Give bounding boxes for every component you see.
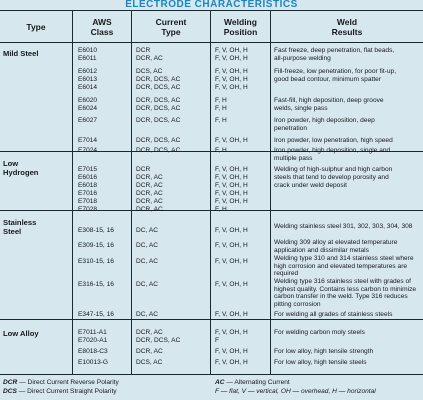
current-type: DCR, AC <box>136 206 163 213</box>
aws-class: E347-15, 16 <box>78 311 114 318</box>
header-aws-class <box>73 11 131 42</box>
weld-result: Fill-freeze, low penetration, for poor fit-up, <box>274 68 397 75</box>
weld-result: Iron powder, low penetration, high speed <box>274 137 393 144</box>
welding-position: F <box>215 337 220 344</box>
aws-class: E6011 <box>78 55 97 62</box>
header-results-label: Results <box>331 26 363 37</box>
aws-class: E10013-G <box>78 359 109 366</box>
welding-position: F, V, OH, H <box>215 166 248 173</box>
legend-ac <box>215 378 290 387</box>
welding-position: F, H <box>215 97 227 104</box>
welding-position: F, V, OH, H <box>215 47 248 54</box>
current-type: DCR, AC <box>136 329 163 336</box>
header-position-label: Position <box>223 26 258 37</box>
welding-position: F, V, OH, H <box>215 258 248 265</box>
chart-title: ELECTRODE CHARACTERISTICS <box>125 0 298 10</box>
header-class-label: Class <box>90 26 114 37</box>
welding-position: F, V, OH, H <box>215 348 248 355</box>
current-type: DCR <box>136 47 151 54</box>
welding-position: F, V, OH, H <box>215 137 248 144</box>
weld-result: For welding all grades of stainless steels <box>274 311 393 318</box>
aws-class: E6018 <box>78 182 98 189</box>
weld-result: Iron powder, high deposition, single and <box>274 147 391 154</box>
weld-result: For low alloy, high tensile steels <box>274 359 367 366</box>
welding-position: F, V, OH, H <box>215 55 248 62</box>
group-type-label: Mild Steel <box>3 49 39 58</box>
current-type: DCR, DCS, AC <box>136 84 181 91</box>
welding-position: F, V, OH, H <box>215 227 248 234</box>
welding-position: F, V, OH, H <box>215 84 248 91</box>
aws-class: E7028 <box>78 206 98 213</box>
table-bottom-border <box>0 374 423 375</box>
weld-result: welds, single pass <box>274 105 328 112</box>
current-type: DC, AC <box>136 258 158 265</box>
aws-class: E6012 <box>78 68 98 75</box>
aws-class: E7024 <box>78 147 98 154</box>
current-type: DC, AC <box>136 281 158 288</box>
aws-class: E310-15, 16 <box>78 258 114 265</box>
weld-result: multiple pass <box>274 155 313 162</box>
group-type-label: Hydrogen <box>3 168 39 177</box>
current-type: DCR, DCS, AC <box>136 105 181 112</box>
current-type: DCR <box>136 166 151 173</box>
legend-positions: F — flat, V — vertical, OH — overhead, H — horizontal <box>215 388 376 395</box>
current-type: DCR, AC <box>136 198 163 205</box>
group-type-label: Low <box>3 159 19 168</box>
weld-result: Fast freeze, deep penetration, flat beads, <box>274 47 395 54</box>
current-type: DC, AC <box>136 311 158 318</box>
welding-position: F, H <box>215 117 227 124</box>
current-type: DCR, DCS, AC <box>136 117 181 124</box>
header-type-label: Type <box>26 21 46 32</box>
weld-result: For welding carbon moly steels <box>274 329 365 336</box>
legend-dcr-abbr: DCR <box>3 379 18 386</box>
weld-result: Fast-fill, high deposition, deep groove <box>274 97 384 104</box>
weld-result: steels that tend to develop porosity and <box>274 174 389 181</box>
weld-result: crack under weld deposit <box>274 182 347 189</box>
welding-position: F, V, OH, H <box>215 359 248 366</box>
header-type <box>0 11 72 42</box>
aws-class: E7014 <box>78 137 98 144</box>
header-weld-label: Weld <box>336 16 358 27</box>
legend-ac-text: — Alternating Current <box>224 379 290 386</box>
welding-position: F, V, OH, H <box>215 311 248 318</box>
current-type: DCR, DCS, AC <box>136 137 181 144</box>
header-current-type-label: Type <box>161 26 181 37</box>
aws-class: E7020-A1 <box>78 337 108 344</box>
header-current-label: Current <box>155 16 187 27</box>
weld-result: Welding type 310 and 314 stainless steel where high corrosion and elevated temperatures are required <box>274 255 414 278</box>
welding-position: F, V, OH, H <box>215 76 248 83</box>
aws-class: E316-15, 16 <box>78 281 114 288</box>
weld-result: Welding of high-sulphur and high carbon <box>274 166 393 173</box>
aws-class: E308-15, 16 <box>78 227 114 234</box>
legend-dcr <box>3 378 119 387</box>
current-type: DCS, AC <box>136 359 163 366</box>
welding-position: F, V, OH, H <box>215 281 248 288</box>
weld-result: Welding stainless steel 301, 302, 303, 304, 308 <box>274 223 413 230</box>
aws-class: E6010 <box>78 47 98 54</box>
weld-result: Welding type 316 stainless steel with grades of highest quality. Contains less carbon to minimize carbon transfer in the weld. Type 316 reduces pitting corrosion <box>274 278 417 308</box>
weld-result: penetration <box>274 125 307 132</box>
welding-position: F, H <box>215 206 227 213</box>
current-type: DCR, DCS, AC <box>136 76 181 83</box>
weld-result: Iron powder, high deposition, deep <box>274 117 375 124</box>
current-type: DCR, DCS, AC <box>136 97 181 104</box>
legend-dcs <box>3 387 117 396</box>
welding-position: F, V, OH, H <box>215 329 248 336</box>
header-aws-label: AWS <box>92 16 112 27</box>
current-type: DC, AC <box>136 242 158 249</box>
group-type-label: Stainless <box>3 218 37 227</box>
header-welding-position <box>211 11 270 42</box>
welding-position: F, H <box>215 147 227 154</box>
header-weld-results <box>271 11 423 42</box>
current-type: DCS, AC <box>136 68 163 75</box>
welding-position: F, V, OH, H <box>215 174 248 181</box>
aws-class: E309-15, 16 <box>78 242 114 249</box>
table-header <box>0 10 423 43</box>
aws-class: E8018-C3 <box>78 348 108 355</box>
header-welding-label: Welding <box>224 16 257 27</box>
current-type: DCR, AC <box>136 190 163 197</box>
weld-result: good bead contour, minimum spatter <box>274 76 382 83</box>
current-type: DCR, AC <box>136 348 163 355</box>
aws-class: E7018 <box>78 198 98 205</box>
weld-result: Welding 309 alloy at elevated temperature application and dissimilar metals <box>274 239 398 254</box>
aws-class: E6013 <box>78 76 98 83</box>
welding-position: F, V, OH, H <box>215 198 248 205</box>
aws-class: E7011-A1 <box>78 329 107 336</box>
legend-dcs-abbr: DCS <box>3 388 17 395</box>
welding-position: F, V, OH, H <box>215 190 248 197</box>
welding-position: F, V, OH, H <box>215 242 248 249</box>
aws-class: E6016 <box>78 174 98 181</box>
legend-ac-abbr: AC <box>215 379 225 386</box>
aws-class: E6014 <box>78 84 98 91</box>
current-type: DCR, AC <box>136 182 163 189</box>
current-type: DCR, AC <box>136 55 163 62</box>
weld-result: For low alloy, high tensile strength <box>274 348 374 355</box>
current-type: DC, AC <box>136 227 158 234</box>
aws-class: E7016 <box>78 190 98 197</box>
aws-class: E7015 <box>78 166 98 173</box>
welding-position: F, V, OH, H <box>215 68 248 75</box>
legend-dcr-text: — Direct Current Reverse Polarity <box>17 379 119 386</box>
welding-position: F, V, OH, H <box>215 182 248 189</box>
aws-class: E6027 <box>78 117 98 124</box>
aws-class: E6020 <box>78 97 98 104</box>
aws-class: E6024 <box>78 105 98 112</box>
current-type: DCR, DCS, AC <box>136 337 181 344</box>
welding-position: F, H <box>215 105 227 112</box>
header-current-type <box>132 11 210 42</box>
weld-result: all-purpose welding <box>274 55 331 62</box>
current-type: DCR, DCS, AC <box>136 147 181 154</box>
group-type-label: Steel <box>3 227 22 236</box>
section-divider <box>0 210 423 211</box>
legend-dcs-text: — Direct Current Straight Polarity <box>16 388 117 395</box>
current-type: DCR, AC <box>136 174 163 181</box>
section-divider <box>0 319 423 320</box>
group-type-label: Low Alloy <box>3 329 39 338</box>
